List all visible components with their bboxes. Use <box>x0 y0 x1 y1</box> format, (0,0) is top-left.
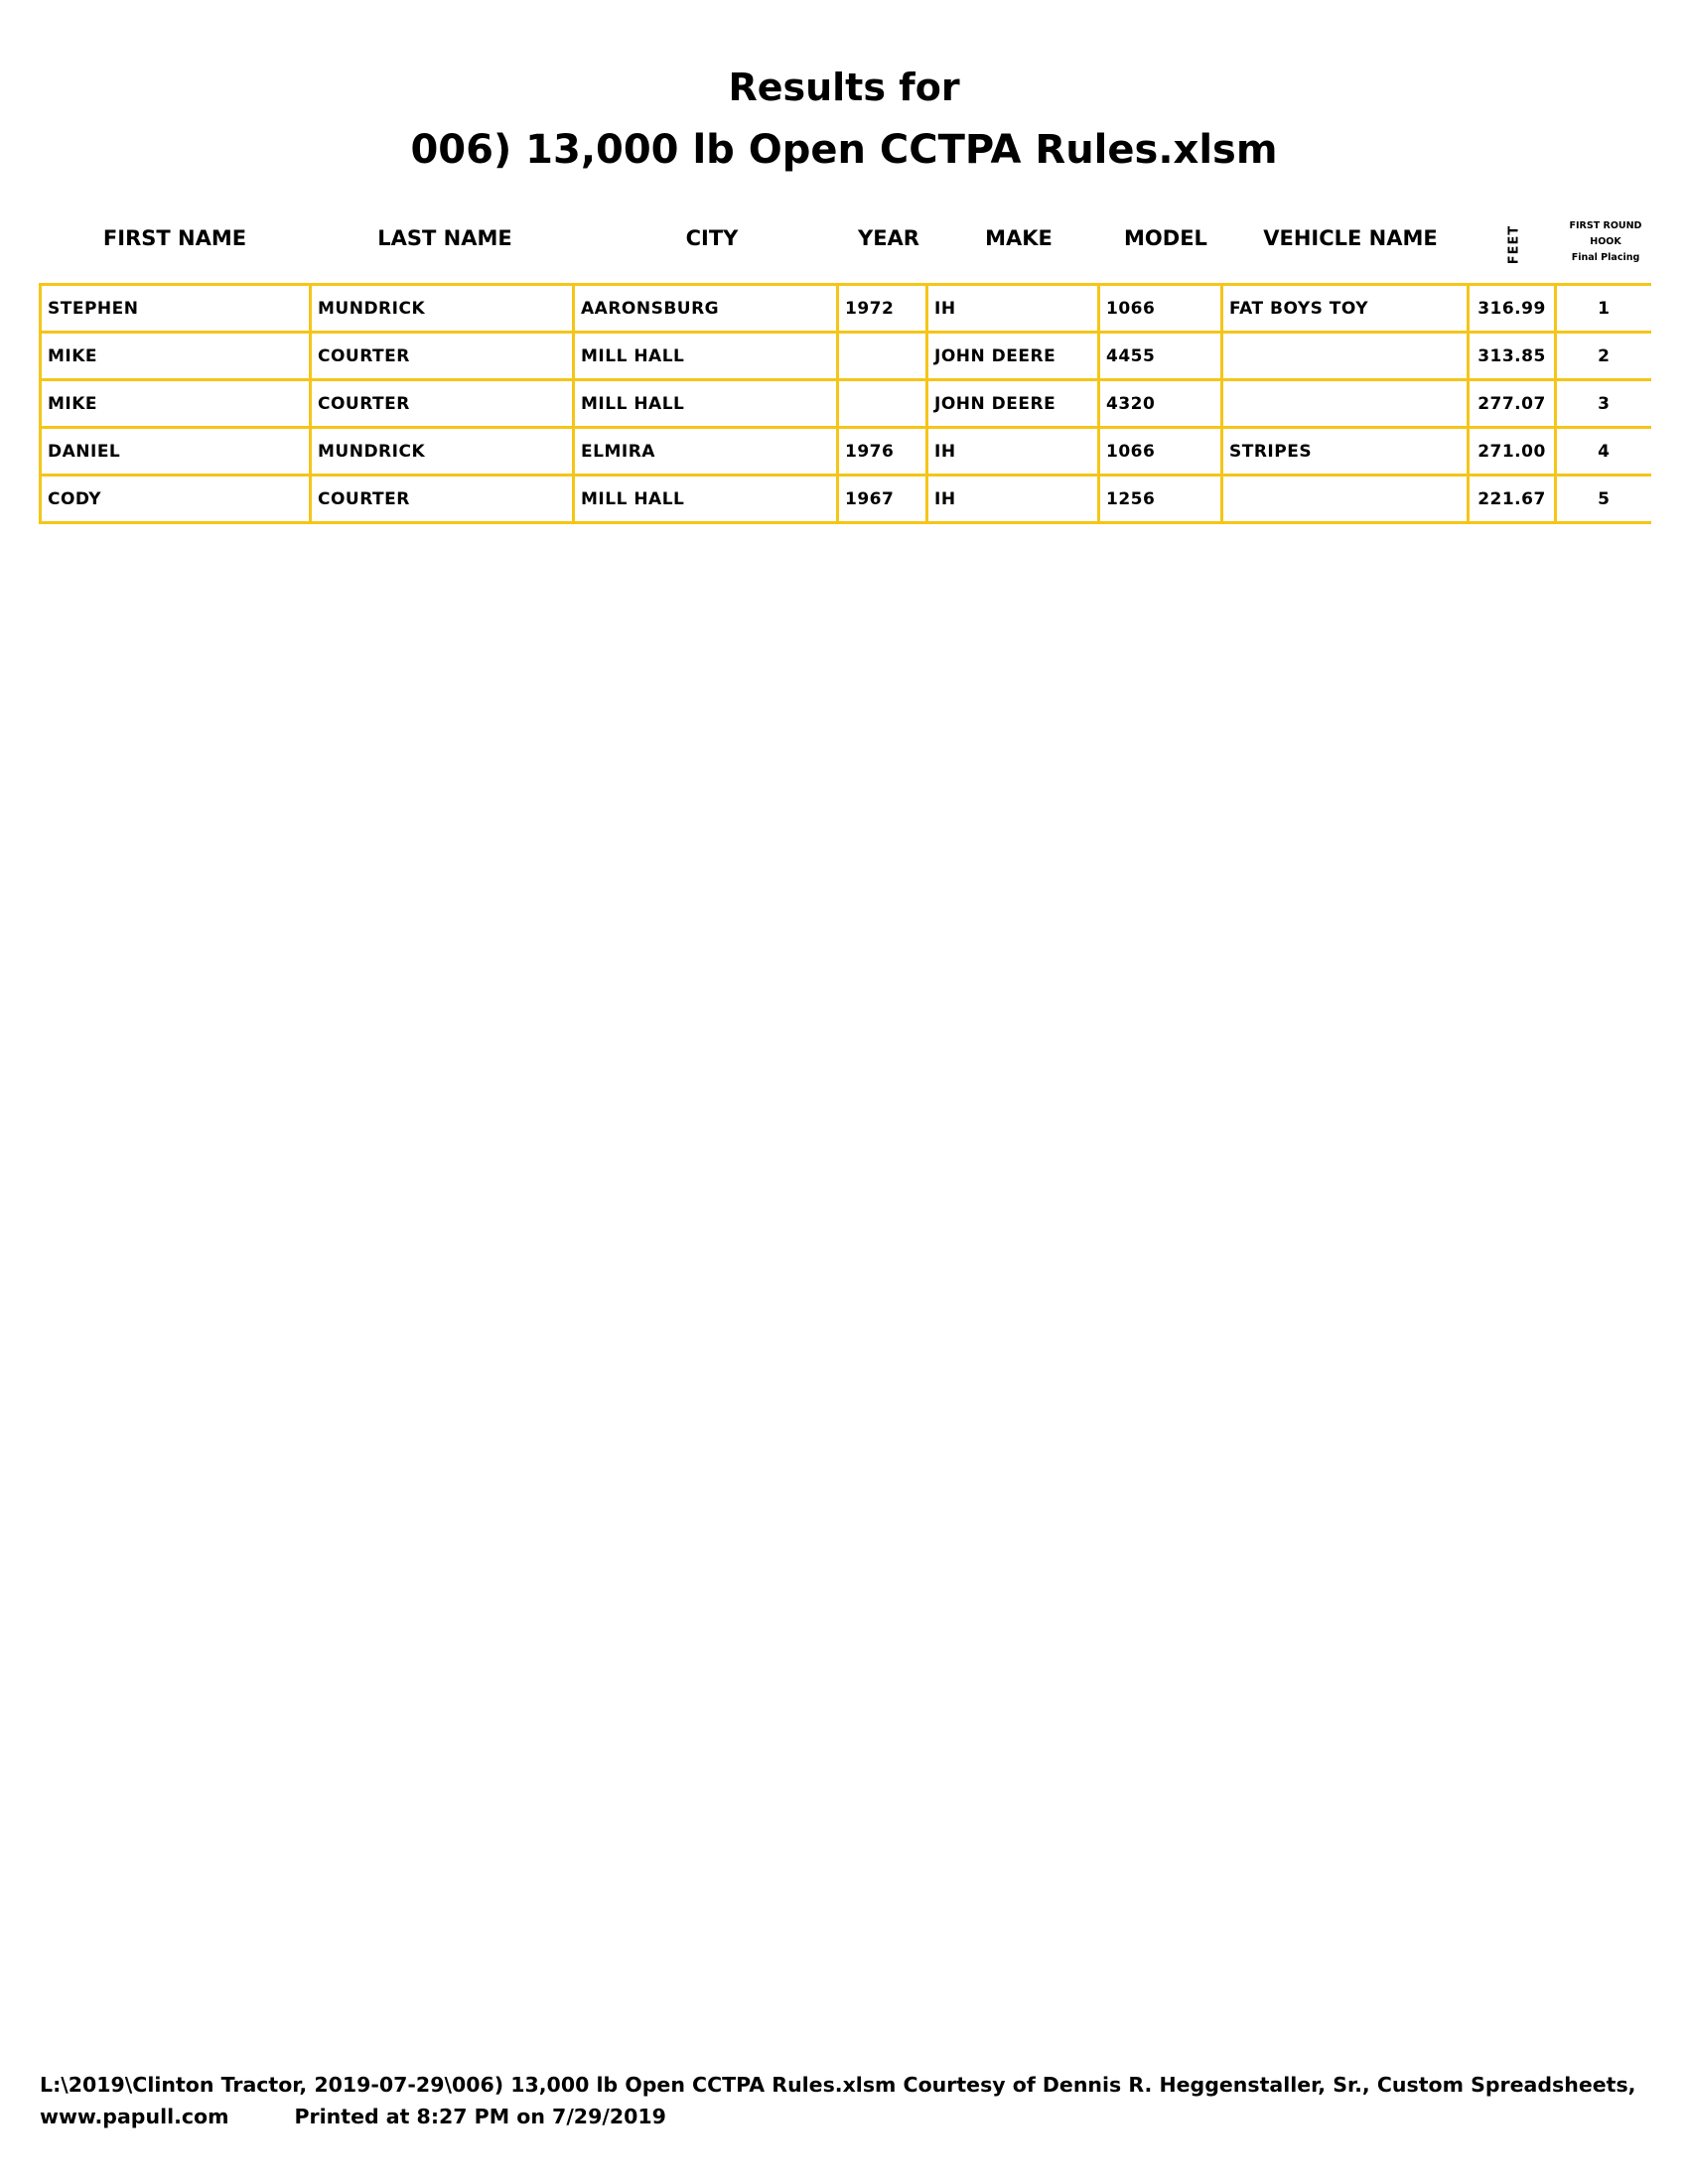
cell-vehicle-name <box>1222 476 1469 523</box>
header-placing-line3: Final Placing <box>1571 252 1640 263</box>
header-placing <box>1561 218 1650 266</box>
cell-vehicle-name: FAT BOYS TOY <box>1222 285 1469 333</box>
header-last-name: LAST NAME <box>377 226 512 250</box>
cell-last-name: COURTER <box>311 476 574 523</box>
cell-make: IH <box>927 476 1099 523</box>
cell-model: 4320 <box>1099 380 1222 428</box>
cell-vehicle-name <box>1222 380 1469 428</box>
cell-year: 1972 <box>838 285 927 333</box>
table-row <box>41 285 1651 333</box>
cell-model: 1256 <box>1099 476 1222 523</box>
cell-model: 1066 <box>1099 285 1222 333</box>
cell-last-name: COURTER <box>311 333 574 380</box>
results-table <box>39 283 1651 524</box>
cell-city: ELMIRA <box>574 428 838 476</box>
table-row <box>41 380 1651 428</box>
cell-first-name: STEPHEN <box>41 285 311 333</box>
cell-feet: 316.99 <box>1469 285 1556 333</box>
cell-city: AARONSBURG <box>574 285 838 333</box>
cell-make: IH <box>927 285 1099 333</box>
cell-first-name: DANIEL <box>41 428 311 476</box>
cell-model: 1066 <box>1099 428 1222 476</box>
cell-make: JOHN DEERE <box>927 380 1099 428</box>
header-feet-label: FEET <box>1506 224 1522 264</box>
cell-placing: 3 <box>1556 380 1651 428</box>
cell-placing: 5 <box>1556 476 1651 523</box>
header-feet <box>1494 224 1534 264</box>
cell-last-name: MUNDRICK <box>311 285 574 333</box>
footer-printed-time: Printed at 8:27 PM on 7/29/2019 <box>294 2105 666 2128</box>
footer-website: www.papull.com <box>40 2105 229 2128</box>
cell-year: 1976 <box>838 428 927 476</box>
cell-feet: 221.67 <box>1469 476 1556 523</box>
header-year: YEAR <box>858 226 919 250</box>
table-row <box>41 428 1651 476</box>
header-make: MAKE <box>985 226 1053 250</box>
cell-vehicle-name <box>1222 333 1469 380</box>
header-vehicle-name: VEHICLE NAME <box>1263 226 1438 250</box>
cell-year <box>838 333 927 380</box>
cell-placing: 4 <box>1556 428 1651 476</box>
page-subtitle: 006) 13,000 lb Open CCTPA Rules.xlsm <box>410 127 1278 173</box>
table-row <box>41 476 1651 523</box>
table-row <box>41 333 1651 380</box>
page-title: Results for <box>728 66 960 109</box>
footer-file-path: L:\2019\Clinton Tractor, 2019-07-29\006) 13,000 lb Open CCTPA Rules.xlsm Courtesy of Dennis R. Heggenstaller, Sr., Custom Spreadsheets, <box>40 2073 1636 2097</box>
cell-make: JOHN DEERE <box>927 333 1099 380</box>
header-city: CITY <box>685 226 739 250</box>
cell-last-name: COURTER <box>311 380 574 428</box>
cell-first-name: CODY <box>41 476 311 523</box>
cell-first-name: MIKE <box>41 333 311 380</box>
cell-vehicle-name: STRIPES <box>1222 428 1469 476</box>
header-first-name: FIRST NAME <box>102 226 247 250</box>
cell-placing: 1 <box>1556 285 1651 333</box>
header-placing-line1: FIRST ROUND <box>1569 220 1642 231</box>
cell-year <box>838 380 927 428</box>
header-model: MODEL <box>1124 226 1207 250</box>
cell-year: 1967 <box>838 476 927 523</box>
cell-city: MILL HALL <box>574 333 838 380</box>
cell-last-name: MUNDRICK <box>311 428 574 476</box>
header-placing-line2: HOOK <box>1590 236 1621 247</box>
cell-city: MILL HALL <box>574 380 838 428</box>
cell-placing: 2 <box>1556 333 1651 380</box>
cell-feet: 313.85 <box>1469 333 1556 380</box>
cell-feet: 277.07 <box>1469 380 1556 428</box>
cell-city: MILL HALL <box>574 476 838 523</box>
cell-model: 4455 <box>1099 333 1222 380</box>
cell-first-name: MIKE <box>41 380 311 428</box>
cell-feet: 271.00 <box>1469 428 1556 476</box>
footer-info <box>40 2105 666 2128</box>
cell-make: IH <box>927 428 1099 476</box>
